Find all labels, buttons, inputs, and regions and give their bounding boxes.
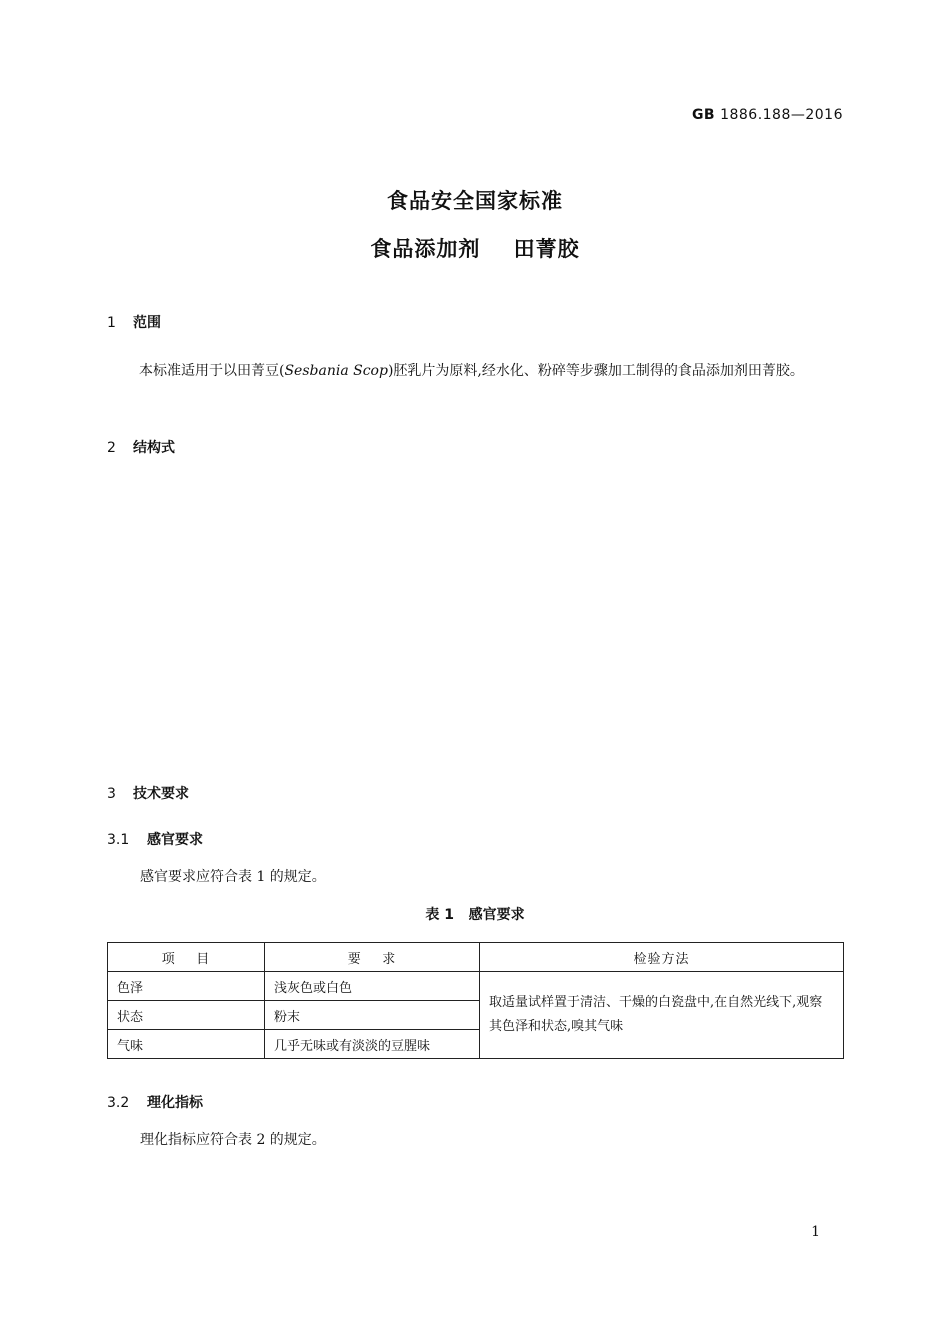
- scope-paragraph: [107, 358, 843, 384]
- structural-formula: [0, 480, 950, 720]
- sensory-table: [107, 942, 844, 1059]
- header-item: 项 目: [108, 943, 265, 972]
- section-title: 感官要求: [147, 832, 203, 848]
- section-title: 理化指标: [147, 1095, 203, 1111]
- document-title: 食品安全国家标准: [387, 189, 563, 213]
- section-number: 1: [107, 315, 116, 331]
- page-number: 1: [811, 1224, 820, 1240]
- table-header-row: [108, 943, 844, 972]
- table-caption: 表 1 感官要求: [425, 907, 525, 923]
- row-requirement: 粉末: [265, 1001, 480, 1030]
- document-subtitle: 食品添加剂 田菁胶: [370, 237, 580, 261]
- section-heading-tech: [107, 783, 189, 803]
- section-heading-structure: [107, 437, 175, 457]
- standard-code: [692, 107, 843, 123]
- section-heading-scope: [107, 312, 161, 332]
- section-number: 3.1: [107, 832, 130, 848]
- section-title: 范围: [133, 315, 161, 331]
- row-requirement: 浅灰色或白色: [265, 972, 480, 1001]
- standard-prefix: GB: [691, 107, 716, 123]
- section-title: 结构式: [133, 440, 175, 456]
- inspection-method: 取适量试样置于清洁、干燥的白瓷盘中,在自然光线下,观察其色泽和状态,嗅其气味: [480, 972, 844, 1059]
- section-number: 2: [107, 440, 116, 456]
- scope-latin-name: Sesbania Scop: [284, 363, 388, 379]
- header-method: 检验方法: [480, 943, 844, 972]
- section-heading-physchem: [107, 1092, 203, 1112]
- scope-text-post: )胚乳片为原料,经水化、粉碎等步骤加工制得的食品添加剂田菁胶。: [387, 363, 804, 379]
- table-row: [108, 972, 844, 1001]
- section-number: 3: [107, 786, 116, 802]
- physchem-intro: 理化指标应符合表 2 的规定。: [140, 1132, 326, 1148]
- scope-text-pre: 本标准适用于以田菁豆(: [139, 363, 285, 379]
- sensory-intro: 感官要求应符合表 1 的规定。: [140, 869, 326, 885]
- row-item: 状态: [108, 1001, 265, 1030]
- standard-number: 1886.188—2016: [720, 107, 843, 123]
- section-number: 3.2: [107, 1095, 130, 1111]
- row-item: 气味: [108, 1030, 265, 1059]
- header-requirement: 要 求: [265, 943, 480, 972]
- section-title: 技术要求: [133, 786, 189, 802]
- row-requirement: 几乎无味或有淡淡的豆腥味: [265, 1030, 480, 1059]
- section-heading-sensory: [107, 829, 203, 849]
- row-item: 色泽: [108, 972, 265, 1001]
